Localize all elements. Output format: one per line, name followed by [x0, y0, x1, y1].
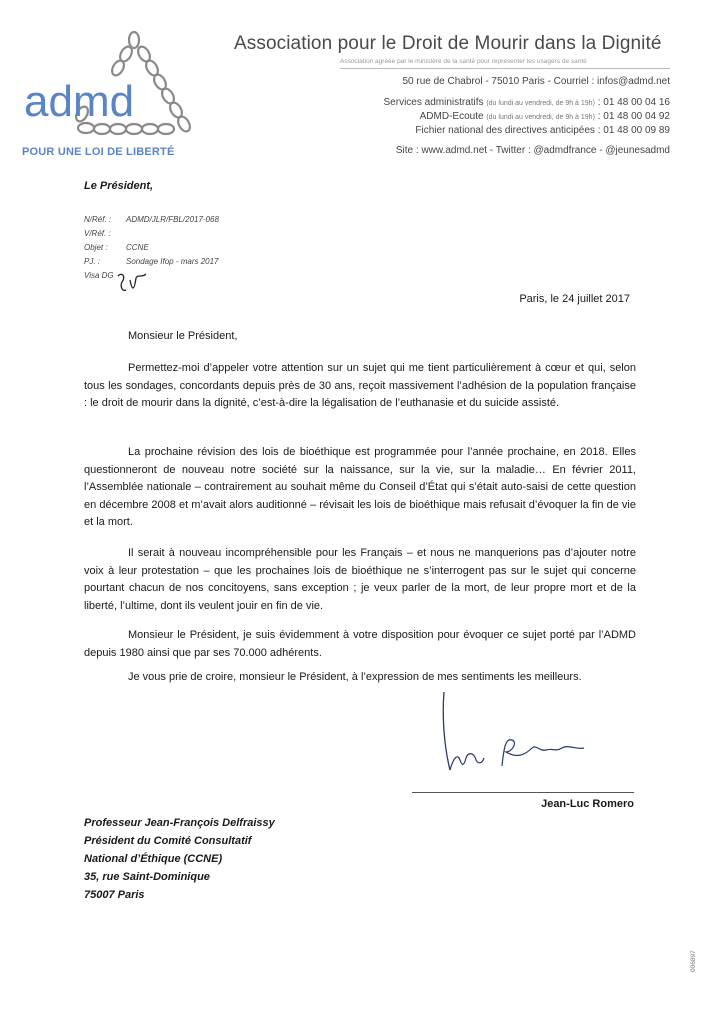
contact-address: 50 rue de Chabrol - 75010 Paris - Courriel : infos@admd.net	[402, 76, 670, 87]
body-paragraph: Permettez-moi d’appeler votre attention sur un sujet qui me tient particulièrement à cœur et qui, selon tous les sondages, concordants depuis près de 30 ans, reçoit massivement l’adhésion de la population française : le droit de mourir dans la dignité, c’est-à-dire la légalisation de l’euthanasie et du suicide assisté.	[84, 362, 636, 409]
ref-line: PJ. : Sondage Ifop - mars 2017	[84, 257, 219, 266]
organization-tagline: Association agréée par le ministère de la santé pour représenter les usagers de santé	[340, 58, 587, 65]
visa-label: Visa DG	[84, 271, 114, 280]
ref-line: N/Réf. : ADMD/JLR/FBL/2017-068	[84, 215, 219, 224]
ecoute-hours: (du lundi au vendredi, de 9h à 19h)	[486, 114, 595, 121]
admin-hours: (du lundi au vendredi, de 9h à 19h)	[486, 100, 595, 107]
body-paragraph: Il serait à nouveau incompréhensible pour les Français – et nous ne manquerions pas d’ajouter notre voix à leur protestation – que les prochaines lois de bioéthique ne s’interrogent pas sur le sujet qui concerne pourtant chacun de nos concitoyens, sans exception ; je veux parler de la mort, de leur propre mort et de la liberté, l’ultime, dont ils veulent jouir en fin de vie.	[84, 547, 636, 612]
letter-date: Paris, le 24 juillet 2017	[519, 293, 630, 305]
admd-logo	[22, 28, 212, 153]
recipient-line: Président du Comité Consultatif	[84, 835, 252, 847]
body-paragraph: La prochaine révision des lois de bioéthique est programmée pour l’année prochaine, en 2018. Elles questionneront de nouveau notre société sur la naissance, sur la vie, sur la maladie… En février 2011, l’Assemblée nationale – contrairement au souhait même du Conseil d’État qui s’était auto-saisi de cette question en décembre 2008 et m’avait alors auditionné – révisait les lois de bioéthique mais refusait d’évoquer la fin de vie et la mort.	[84, 446, 636, 528]
body-paragraph: Monsieur le Président, je suis évidemment à votre disposition pour évoquer ce sujet porté par l’ADMD depuis 1980 ainsi que par ses 70.000 adhérents.	[84, 629, 636, 659]
ecoute-phone: : 01 48 00 04 92	[597, 111, 670, 122]
president-title: Le Président,	[84, 180, 154, 192]
closing-formula: Je vous prie de croire, monsieur le Président, à l’expression de mes sentiments les meilleurs.	[128, 671, 582, 683]
margin-code: 006897	[690, 950, 697, 972]
contact-ecoute	[420, 111, 670, 122]
recipient-line: 35, rue Saint-Dominique	[84, 871, 210, 883]
header-rule	[340, 68, 670, 69]
recipient-line: National d’Éthique (CCNE)	[84, 853, 223, 865]
contact-fichier: Fichier national des directives anticipées : 01 48 00 09 89	[415, 125, 670, 136]
contact-web: Site : www.admd.net - Twitter : @admdfrance - @jeunesadmd	[395, 145, 670, 156]
ref-line: Objet : CCNE	[84, 243, 149, 252]
recipient-address	[84, 814, 275, 904]
signature-rule	[412, 792, 634, 793]
admin-phone: : 01 48 00 04 16	[597, 97, 670, 108]
handwritten-signature	[420, 686, 620, 786]
recipient-line: 75007 Paris	[84, 889, 145, 901]
recipient-line: Professeur Jean-François Delfraissy	[84, 817, 275, 829]
organization-name: Association pour le Droit de Mourir dans la Dignité	[234, 33, 662, 54]
signer-name: Jean-Luc Romero	[541, 798, 634, 810]
logo-wordmark: admd	[24, 77, 135, 126]
contact-admin	[384, 97, 670, 108]
admin-label: Services administratifs	[383, 97, 484, 108]
salutation: Monsieur le Président,	[128, 330, 238, 342]
ref-line: V/Réf. :	[84, 229, 111, 238]
ecoute-label: ADMD-Ecoute	[419, 111, 484, 122]
slogan: POUR UNE LOI DE LIBERTÉ	[22, 146, 175, 158]
reference-block	[84, 213, 219, 269]
visa-initials-mark	[112, 270, 152, 294]
